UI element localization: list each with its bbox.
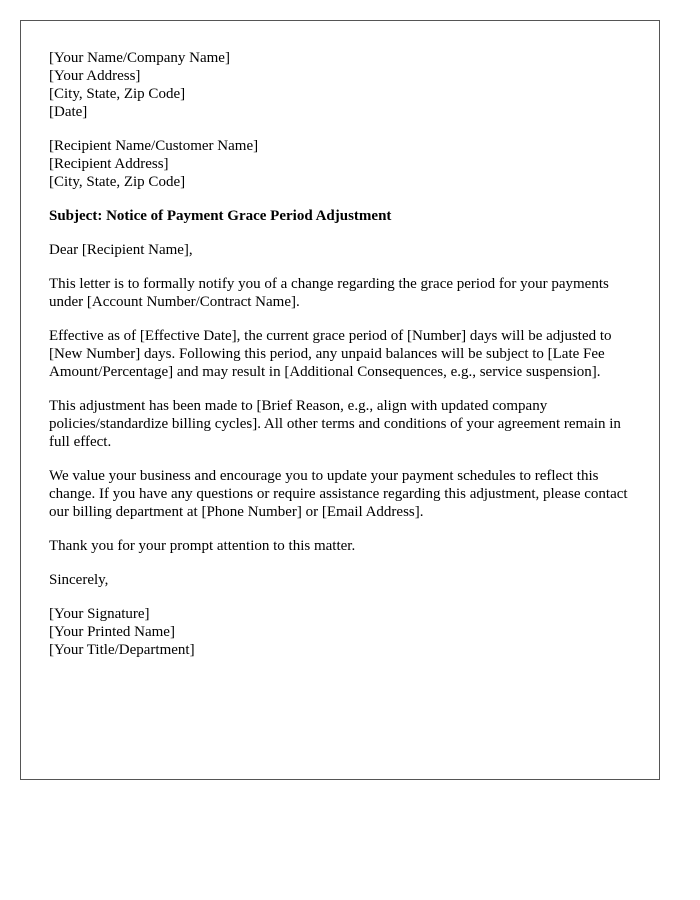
printed-name: [Your Printed Name] xyxy=(49,624,175,640)
sender-city: [City, State, Zip Code] xyxy=(49,86,186,102)
letter-page xyxy=(20,20,660,780)
subject-line: Subject: Notice of Payment Grace Period Adjustment xyxy=(49,208,392,224)
body-paragraph-4: We value your business and encourage you to update your payment schedules to reflect this change. If you have any questions or require assistance regarding this adjustment, please contact our billing department at [Phone Number] or [Email Address]. xyxy=(49,468,628,520)
body-paragraph-3: This adjustment has been made to [Brief Reason, e.g., align with updated company policies/standardize billing cycles]. All other terms and conditions of your agreement remain in full effect. xyxy=(49,398,621,450)
recipient-city: [City, State, Zip Code] xyxy=(49,174,186,190)
signature-block xyxy=(49,605,633,659)
body-paragraph-1: This letter is to formally notify you of a change regarding the grace period for your payments under [Account Number/Contract Name]. xyxy=(49,276,609,310)
salutation: Dear [Recipient Name], xyxy=(49,242,193,258)
recipient-name: [Recipient Name/Customer Name] xyxy=(49,138,259,154)
sender-block xyxy=(49,49,633,121)
signer-title: [Your Title/Department] xyxy=(49,642,195,658)
sender-address: [Your Address] xyxy=(49,68,141,84)
signature-line: [Your Signature] xyxy=(49,606,150,622)
sender-name: [Your Name/Company Name] xyxy=(49,50,230,66)
letter-date: [Date] xyxy=(49,104,88,120)
closing: Sincerely, xyxy=(49,572,109,588)
body-paragraph-2: Effective as of [Effective Date], the current grace period of [Number] days will be adjusted to [New Number] days. Following this period, any unpaid balances will be subject to [Late Fee Amount/Percentage] and may result in [Additional Consequences, e.g., service suspension]. xyxy=(49,328,612,380)
body-paragraph-5: Thank you for your prompt attention to this matter. xyxy=(49,538,356,554)
recipient-block xyxy=(49,137,633,191)
recipient-address: [Recipient Address] xyxy=(49,156,169,172)
